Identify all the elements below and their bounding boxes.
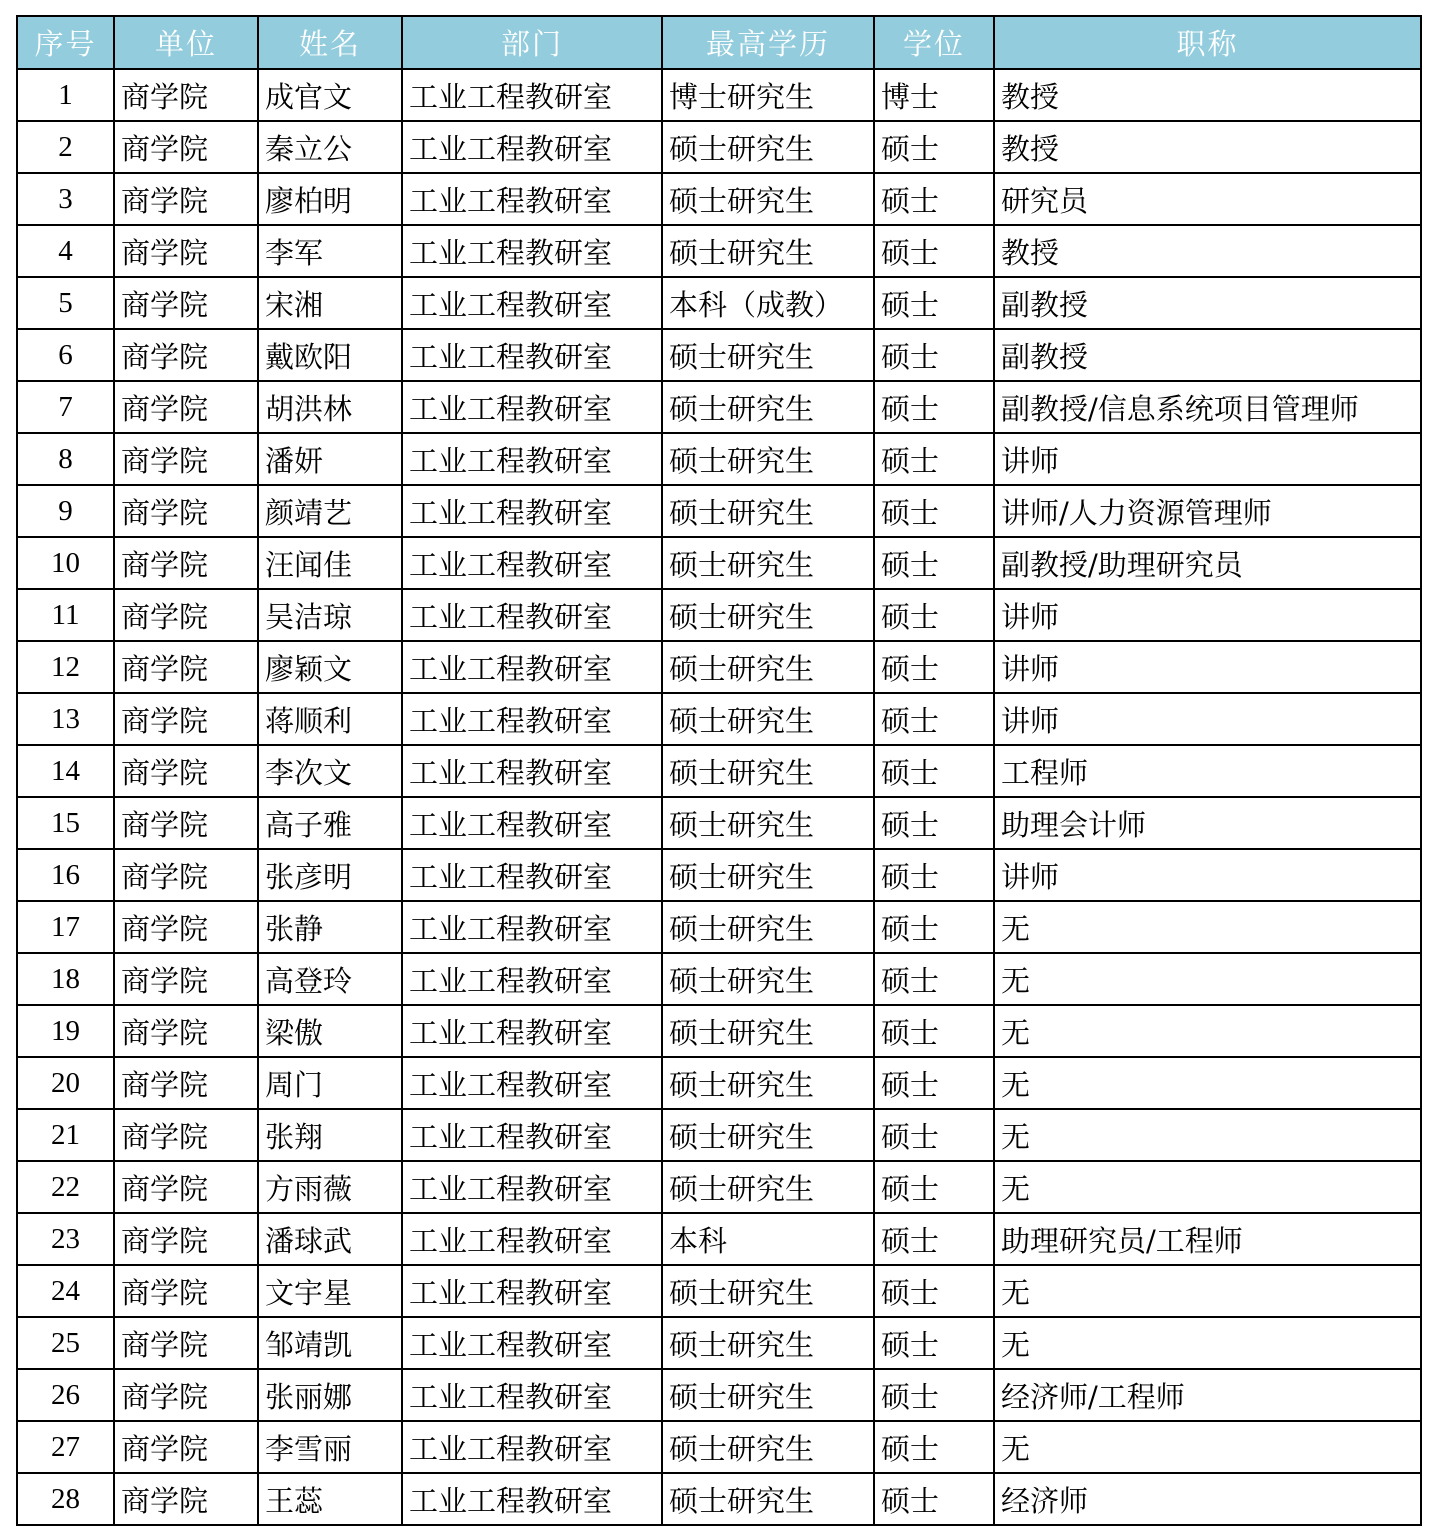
- table-row: [17, 121, 1421, 173]
- cell-name: 周门: [258, 1057, 402, 1109]
- cell-no: 25: [17, 1317, 114, 1369]
- cell-department: 工业工程教研室: [402, 537, 662, 589]
- cell-unit: 商学院: [114, 1421, 258, 1473]
- cell-no: 16: [17, 849, 114, 901]
- cell-department: 工业工程教研室: [402, 1005, 662, 1057]
- table-row: [17, 537, 1421, 589]
- cell-degree: 硕士: [874, 849, 994, 901]
- cell-no: 4: [17, 225, 114, 277]
- cell-department: 工业工程教研室: [402, 901, 662, 953]
- cell-title: 无: [994, 1109, 1421, 1161]
- cell-education: 硕士研究生: [662, 589, 874, 641]
- cell-education: 硕士研究生: [662, 225, 874, 277]
- cell-name: 蒋顺利: [258, 693, 402, 745]
- cell-education: 硕士研究生: [662, 1265, 874, 1317]
- cell-name: 梁傲: [258, 1005, 402, 1057]
- cell-education: 本科（成教）: [662, 277, 874, 329]
- cell-department: 工业工程教研室: [402, 693, 662, 745]
- cell-title: 无: [994, 1005, 1421, 1057]
- table-row: [17, 173, 1421, 225]
- cell-no: 20: [17, 1057, 114, 1109]
- table-row: [17, 797, 1421, 849]
- cell-unit: 商学院: [114, 745, 258, 797]
- table-row: [17, 277, 1421, 329]
- cell-education: 硕士研究生: [662, 901, 874, 953]
- cell-degree: 硕士: [874, 745, 994, 797]
- cell-title: 经济师/工程师: [994, 1369, 1421, 1421]
- table-row: [17, 381, 1421, 433]
- cell-no: 1: [17, 69, 114, 121]
- cell-name: 张丽娜: [258, 1369, 402, 1421]
- cell-title: 无: [994, 1265, 1421, 1317]
- cell-unit: 商学院: [114, 381, 258, 433]
- cell-department: 工业工程教研室: [402, 277, 662, 329]
- cell-unit: 商学院: [114, 277, 258, 329]
- cell-education: 硕士研究生: [662, 121, 874, 173]
- cell-department: 工业工程教研室: [402, 225, 662, 277]
- cell-degree: 硕士: [874, 329, 994, 381]
- cell-no: 9: [17, 485, 114, 537]
- cell-department: 工业工程教研室: [402, 745, 662, 797]
- cell-no: 14: [17, 745, 114, 797]
- table-row: [17, 849, 1421, 901]
- table-row: [17, 69, 1421, 121]
- table-row: [17, 433, 1421, 485]
- cell-degree: 硕士: [874, 1317, 994, 1369]
- cell-degree: 硕士: [874, 641, 994, 693]
- cell-no: 18: [17, 953, 114, 1005]
- cell-degree: 硕士: [874, 589, 994, 641]
- cell-title: 讲师/人力资源管理师: [994, 485, 1421, 537]
- cell-education: 硕士研究生: [662, 1057, 874, 1109]
- cell-name: 胡洪林: [258, 381, 402, 433]
- cell-degree: 硕士: [874, 693, 994, 745]
- cell-unit: 商学院: [114, 1265, 258, 1317]
- cell-degree: 硕士: [874, 901, 994, 953]
- header-cell-name: 姓名: [258, 16, 402, 69]
- cell-unit: 商学院: [114, 1213, 258, 1265]
- cell-education: 硕士研究生: [662, 797, 874, 849]
- cell-education: 硕士研究生: [662, 537, 874, 589]
- cell-department: 工业工程教研室: [402, 1057, 662, 1109]
- cell-no: 24: [17, 1265, 114, 1317]
- table-body: [17, 69, 1421, 1525]
- cell-no: 8: [17, 433, 114, 485]
- table-row: [17, 1213, 1421, 1265]
- cell-department: 工业工程教研室: [402, 1421, 662, 1473]
- cell-degree: 硕士: [874, 485, 994, 537]
- cell-title: 副教授: [994, 329, 1421, 381]
- cell-name: 宋湘: [258, 277, 402, 329]
- cell-department: 工业工程教研室: [402, 641, 662, 693]
- cell-degree: 硕士: [874, 277, 994, 329]
- cell-name: 张彦明: [258, 849, 402, 901]
- cell-name: 李军: [258, 225, 402, 277]
- table-row: [17, 225, 1421, 277]
- cell-unit: 商学院: [114, 1005, 258, 1057]
- cell-unit: 商学院: [114, 433, 258, 485]
- cell-name: 廖颖文: [258, 641, 402, 693]
- cell-education: 硕士研究生: [662, 485, 874, 537]
- cell-no: 28: [17, 1473, 114, 1525]
- cell-degree: 硕士: [874, 1213, 994, 1265]
- cell-education: 本科: [662, 1213, 874, 1265]
- cell-title: 无: [994, 1421, 1421, 1473]
- cell-education: 硕士研究生: [662, 693, 874, 745]
- table-row: [17, 1369, 1421, 1421]
- cell-name: 潘球武: [258, 1213, 402, 1265]
- cell-education: 硕士研究生: [662, 1369, 874, 1421]
- cell-unit: 商学院: [114, 849, 258, 901]
- cell-no: 7: [17, 381, 114, 433]
- cell-department: 工业工程教研室: [402, 797, 662, 849]
- cell-education: 硕士研究生: [662, 381, 874, 433]
- cell-degree: 硕士: [874, 225, 994, 277]
- cell-no: 10: [17, 537, 114, 589]
- table-row: [17, 641, 1421, 693]
- table-row: [17, 589, 1421, 641]
- table-row: [17, 693, 1421, 745]
- cell-name: 方雨薇: [258, 1161, 402, 1213]
- header-cell-degree: 学位: [874, 16, 994, 69]
- cell-name: 颜靖艺: [258, 485, 402, 537]
- table-row: [17, 1317, 1421, 1369]
- cell-unit: 商学院: [114, 1109, 258, 1161]
- cell-unit: 商学院: [114, 589, 258, 641]
- cell-education: 硕士研究生: [662, 849, 874, 901]
- cell-department: 工业工程教研室: [402, 1369, 662, 1421]
- cell-department: 工业工程教研室: [402, 381, 662, 433]
- cell-no: 2: [17, 121, 114, 173]
- header-cell-unit: 单位: [114, 16, 258, 69]
- cell-education: 硕士研究生: [662, 1473, 874, 1525]
- table-row: [17, 1109, 1421, 1161]
- cell-name: 秦立公: [258, 121, 402, 173]
- cell-degree: 硕士: [874, 537, 994, 589]
- cell-department: 工业工程教研室: [402, 1317, 662, 1369]
- cell-degree: 硕士: [874, 1161, 994, 1213]
- cell-no: 12: [17, 641, 114, 693]
- cell-title: 无: [994, 1317, 1421, 1369]
- cell-name: 吴洁琼: [258, 589, 402, 641]
- cell-unit: 商学院: [114, 69, 258, 121]
- cell-name: 王蕊: [258, 1473, 402, 1525]
- cell-title: 讲师: [994, 433, 1421, 485]
- cell-no: 3: [17, 173, 114, 225]
- cell-education: 硕士研究生: [662, 1109, 874, 1161]
- cell-no: 11: [17, 589, 114, 641]
- cell-unit: 商学院: [114, 485, 258, 537]
- cell-department: 工业工程教研室: [402, 433, 662, 485]
- cell-education: 硕士研究生: [662, 641, 874, 693]
- cell-degree: 硕士: [874, 1109, 994, 1161]
- cell-degree: 博士: [874, 69, 994, 121]
- cell-title: 经济师: [994, 1473, 1421, 1525]
- cell-education: 硕士研究生: [662, 1161, 874, 1213]
- cell-title: 讲师: [994, 849, 1421, 901]
- cell-title: 教授: [994, 69, 1421, 121]
- cell-title: 助理研究员/工程师: [994, 1213, 1421, 1265]
- cell-unit: 商学院: [114, 1369, 258, 1421]
- cell-unit: 商学院: [114, 173, 258, 225]
- cell-degree: 硕士: [874, 953, 994, 1005]
- cell-degree: 硕士: [874, 1005, 994, 1057]
- cell-title: 助理会计师: [994, 797, 1421, 849]
- cell-degree: 硕士: [874, 173, 994, 225]
- header-row: [17, 16, 1421, 69]
- cell-degree: 硕士: [874, 1473, 994, 1525]
- cell-title: 讲师: [994, 641, 1421, 693]
- cell-title: 教授: [994, 225, 1421, 277]
- header-cell-no: 序号: [17, 16, 114, 69]
- cell-name: 戴欧阳: [258, 329, 402, 381]
- cell-unit: 商学院: [114, 329, 258, 381]
- staff-table: [16, 15, 1422, 1526]
- cell-education: 硕士研究生: [662, 173, 874, 225]
- cell-name: 高子雅: [258, 797, 402, 849]
- cell-name: 张静: [258, 901, 402, 953]
- cell-name: 高登玲: [258, 953, 402, 1005]
- cell-no: 5: [17, 277, 114, 329]
- cell-title: 无: [994, 901, 1421, 953]
- cell-department: 工业工程教研室: [402, 1161, 662, 1213]
- cell-no: 26: [17, 1369, 114, 1421]
- cell-unit: 商学院: [114, 901, 258, 953]
- cell-title: 讲师: [994, 693, 1421, 745]
- cell-name: 廖柏明: [258, 173, 402, 225]
- cell-name: 成官文: [258, 69, 402, 121]
- cell-title: 无: [994, 1161, 1421, 1213]
- cell-degree: 硕士: [874, 433, 994, 485]
- cell-name: 李雪丽: [258, 1421, 402, 1473]
- cell-name: 潘妍: [258, 433, 402, 485]
- cell-no: 6: [17, 329, 114, 381]
- cell-title: 讲师: [994, 589, 1421, 641]
- table-row: [17, 1057, 1421, 1109]
- cell-no: 27: [17, 1421, 114, 1473]
- cell-unit: 商学院: [114, 1057, 258, 1109]
- cell-education: 硕士研究生: [662, 1005, 874, 1057]
- table-row: [17, 485, 1421, 537]
- cell-degree: 硕士: [874, 121, 994, 173]
- cell-department: 工业工程教研室: [402, 849, 662, 901]
- cell-unit: 商学院: [114, 953, 258, 1005]
- cell-no: 19: [17, 1005, 114, 1057]
- cell-department: 工业工程教研室: [402, 1213, 662, 1265]
- cell-department: 工业工程教研室: [402, 953, 662, 1005]
- cell-department: 工业工程教研室: [402, 1265, 662, 1317]
- cell-degree: 硕士: [874, 1369, 994, 1421]
- cell-department: 工业工程教研室: [402, 329, 662, 381]
- cell-title: 副教授/信息系统项目管理师: [994, 381, 1421, 433]
- table-row: [17, 901, 1421, 953]
- table-row: [17, 1265, 1421, 1317]
- cell-name: 汪闻佳: [258, 537, 402, 589]
- cell-title: 副教授/助理研究员: [994, 537, 1421, 589]
- table-row: [17, 1473, 1421, 1525]
- cell-degree: 硕士: [874, 1057, 994, 1109]
- cell-degree: 硕士: [874, 1421, 994, 1473]
- table-row: [17, 953, 1421, 1005]
- cell-title: 无: [994, 1057, 1421, 1109]
- cell-education: 博士研究生: [662, 69, 874, 121]
- cell-degree: 硕士: [874, 797, 994, 849]
- table-row: [17, 1161, 1421, 1213]
- cell-department: 工业工程教研室: [402, 485, 662, 537]
- cell-department: 工业工程教研室: [402, 1473, 662, 1525]
- cell-unit: 商学院: [114, 1161, 258, 1213]
- cell-no: 13: [17, 693, 114, 745]
- cell-name: 邹靖凯: [258, 1317, 402, 1369]
- cell-no: 21: [17, 1109, 114, 1161]
- cell-unit: 商学院: [114, 1473, 258, 1525]
- header-cell-education: 最高学历: [662, 16, 874, 69]
- cell-title: 工程师: [994, 745, 1421, 797]
- cell-department: 工业工程教研室: [402, 589, 662, 641]
- table-header: [17, 16, 1421, 69]
- cell-unit: 商学院: [114, 537, 258, 589]
- cell-unit: 商学院: [114, 1317, 258, 1369]
- cell-department: 工业工程教研室: [402, 173, 662, 225]
- cell-education: 硕士研究生: [662, 745, 874, 797]
- cell-name: 张翔: [258, 1109, 402, 1161]
- cell-unit: 商学院: [114, 797, 258, 849]
- cell-department: 工业工程教研室: [402, 1109, 662, 1161]
- header-cell-department: 部门: [402, 16, 662, 69]
- cell-degree: 硕士: [874, 1265, 994, 1317]
- header-cell-title: 职称: [994, 16, 1421, 69]
- cell-degree: 硕士: [874, 381, 994, 433]
- table-row: [17, 745, 1421, 797]
- cell-education: 硕士研究生: [662, 329, 874, 381]
- cell-title: 副教授: [994, 277, 1421, 329]
- cell-department: 工业工程教研室: [402, 121, 662, 173]
- cell-unit: 商学院: [114, 121, 258, 173]
- table-row: [17, 1005, 1421, 1057]
- cell-education: 硕士研究生: [662, 953, 874, 1005]
- table-row: [17, 1421, 1421, 1473]
- cell-education: 硕士研究生: [662, 1317, 874, 1369]
- cell-department: 工业工程教研室: [402, 69, 662, 121]
- cell-title: 无: [994, 953, 1421, 1005]
- cell-education: 硕士研究生: [662, 433, 874, 485]
- cell-name: 李次文: [258, 745, 402, 797]
- cell-no: 23: [17, 1213, 114, 1265]
- cell-no: 17: [17, 901, 114, 953]
- cell-no: 15: [17, 797, 114, 849]
- cell-title: 研究员: [994, 173, 1421, 225]
- cell-no: 22: [17, 1161, 114, 1213]
- cell-education: 硕士研究生: [662, 1421, 874, 1473]
- cell-unit: 商学院: [114, 641, 258, 693]
- cell-unit: 商学院: [114, 693, 258, 745]
- cell-unit: 商学院: [114, 225, 258, 277]
- table-row: [17, 329, 1421, 381]
- cell-name: 文宇星: [258, 1265, 402, 1317]
- cell-title: 教授: [994, 121, 1421, 173]
